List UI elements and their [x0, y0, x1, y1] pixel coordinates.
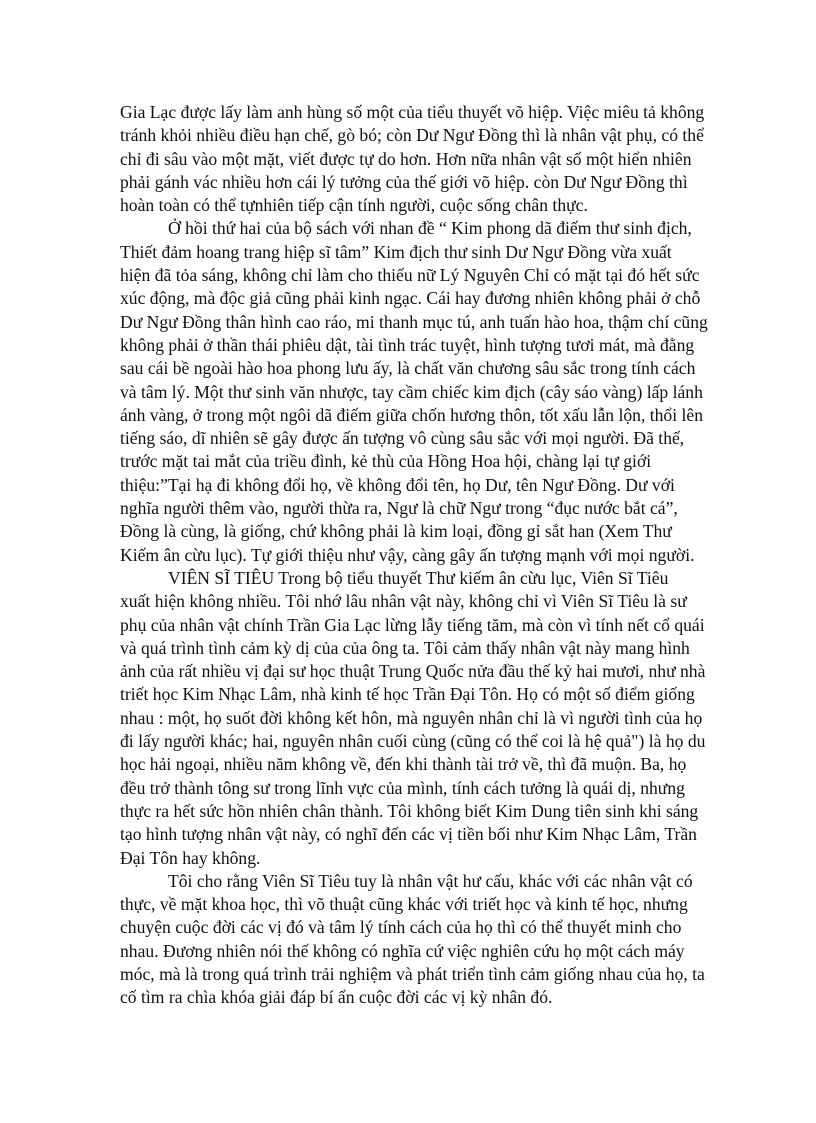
text-line: thực, về mặt khoa học, thì võ thuật cũng khác với triết học và kinh tế học, nhưng: [120, 894, 688, 915]
text-line: nhau. Đương nhiên nói thế không có nghĩa cứ việc nghiên cứu họ một cách máy: [120, 940, 685, 961]
text-line: và quá trình tình cảm kỳ dị của của ông ta. Tôi cảm thấy nhân vật này mang hình: [120, 637, 690, 658]
text-line: ánh vàng, ở trong một ngôi dã điếm giữa chốn hương thôn, tốt xấu lẫn lộn, thổi lên: [120, 404, 703, 425]
text-line: móc, mà là trong quá trình trải nghiệm và phát triển tình cảm giống nhau của họ, ta: [120, 963, 705, 984]
text-line: học hải ngoại, nhiều năm không về, đến khi thành tài trở về, thì đã muộn. Ba, họ: [120, 754, 687, 775]
text-line: phải gánh vác nhiều hơn cái lý tưởng của thế giới võ hiệp. còn Dư Ngư Đồng thì: [120, 171, 688, 192]
text-line: nhau : một, họ suốt đời không kết hôn, mà nguyên nhân chỉ là vì người tình của họ: [120, 707, 703, 728]
text-line: chỉ đi sâu vào một mặt, viết được tự do hơn. Hơn nữa nhân vật số một hiển nhiên: [120, 148, 692, 169]
text-line: phụ của nhân vật chính Trần Gia Lạc lừng lẫy tiếng tăm, mà còn vì tính nết cổ quái: [120, 614, 705, 635]
text-line: ảnh của rất nhiều vị đại sư học thuật Trung Quốc nửa đầu thế kỷ hai mươi, như nhà: [120, 661, 706, 682]
text-line: Dư Ngư Đồng thân hình cao ráo, mi thanh mục tú, anh tuấn hào hoa, thậm chí cũng: [120, 311, 708, 332]
text-line: nghĩa người thêm vào, người thừa ra, Ngư là chữ Ngư trong “đục nước bắt cá”,: [120, 498, 678, 519]
text-line: đi lấy người khác; hai, nguyên nhân cuối cùng (cũng có thể coi là hệ quả") là họ du: [120, 731, 706, 752]
text-line: tránh khỏi nhiều điều hạn chế, gò bó; còn Dư Ngư Đồng thì là nhân vật phụ, có thể: [120, 125, 704, 146]
text-line: VIÊN SĨ TIÊU Trong bộ tiểu thuyết Thư kiếm ân cừu lục, Viên Sĩ Tiêu: [168, 567, 669, 588]
text-line: Đồng là cùng, là giống, chứ không phải là kim loại, đồng gỉ sắt han (Xem Thư: [120, 521, 672, 542]
text-line: Kiếm ân cừu lục). Tự giới thiệu như vậy, càng gây ấn tượng mạnh với mọi người.: [120, 544, 695, 565]
text-line: xuất hiện không nhiều. Tôi nhớ lâu nhân vật này, không chỉ vì Viên Sĩ Tiêu là sư: [120, 591, 687, 612]
text-line: hoàn toàn có thể tựnhiên tiếp cận tính người, cuộc sống chân thực.: [120, 195, 588, 216]
body-text: [120, 101, 770, 1010]
text-line: Ở hồi thứ hai của bộ sách với nhan đề “ Kim phong dã điếm thư sinh địch,: [168, 218, 692, 239]
text-line: cố tìm ra chìa khóa giải đáp bí ẩn cuộc đời các vị kỳ nhân đó.: [120, 987, 553, 1008]
text-line: chuyện cuộc đời các vị đó và tâm lý tính cách của họ thì có thể thuyết minh cho: [120, 917, 682, 938]
text-line: thực ra hết sức hồn nhiên chân thành. Tôi không biết Kim Dung tiên sinh khi sáng: [120, 800, 699, 821]
text-line: xúc động, mà độc giả cũng phải kinh ngạc. Cái hay đương nhiên không phải ở chỗ: [120, 288, 701, 309]
text-line: triết học Kim Nhạc Lâm, nhà kinh tế học Trần Đại Tôn. Họ có một số điểm giống: [120, 684, 695, 705]
text-line: đều trở thành tông sư trong lĩnh vực của mình, tính cách tưởng là quái dị, nhưng: [120, 777, 685, 798]
text-line: sau cái bề ngoài hào hoa phong lưu ấy, là chất văn chương sâu sắc trong tính cách: [120, 358, 696, 379]
text-line: tạo hình tượng nhân vật này, có nghĩ đến các vị tiền bối như Kim Nhạc Lâm, Trần: [120, 824, 697, 845]
text-line: hiện đã tỏa sáng, không chỉ làm cho thiếu nữ Lý Nguyên Chỉ có mặt tại đó hết sức: [120, 265, 700, 286]
text-line: thiệu:”Tại hạ đi không đổi họ, về không đổi tên, họ Dư, tên Ngư Đồng. Dư với: [120, 474, 675, 495]
text-line: trước mặt tai mắt của triều đình, kẻ thù của Hồng Hoa hội, chàng lại tự giới: [120, 451, 652, 472]
text-line: Đại Tôn hay không.: [120, 847, 261, 868]
text-line: tiếng sáo, dĩ nhiên sẽ gây được ấn tượng vô cùng sâu sắc với mọi người. Đã thế,: [120, 428, 685, 449]
text-line: không phải ở thần thái phiêu dật, tài tình trác tuyệt, hình tượng tươi mát, mà đằng: [120, 334, 695, 355]
text-line: và tâm lý. Một thư sinh văn nhược, tay cầm chiếc kim địch (cây sáo vàng) lấp lánh: [120, 381, 703, 402]
text-line: Tôi cho rằng Viên Sĩ Tiêu tuy là nhân vật hư cấu, khác với các nhân vật có: [168, 870, 693, 891]
text-line: Thiết đảm hoang trang hiệp sĩ tâm” Kim địch thư sinh Dư Ngư Đồng vừa xuất: [120, 241, 672, 262]
text-line: Gia Lạc được lấy làm anh hùng số một của tiểu thuyết võ hiệp. Việc miêu tả không: [120, 102, 705, 122]
